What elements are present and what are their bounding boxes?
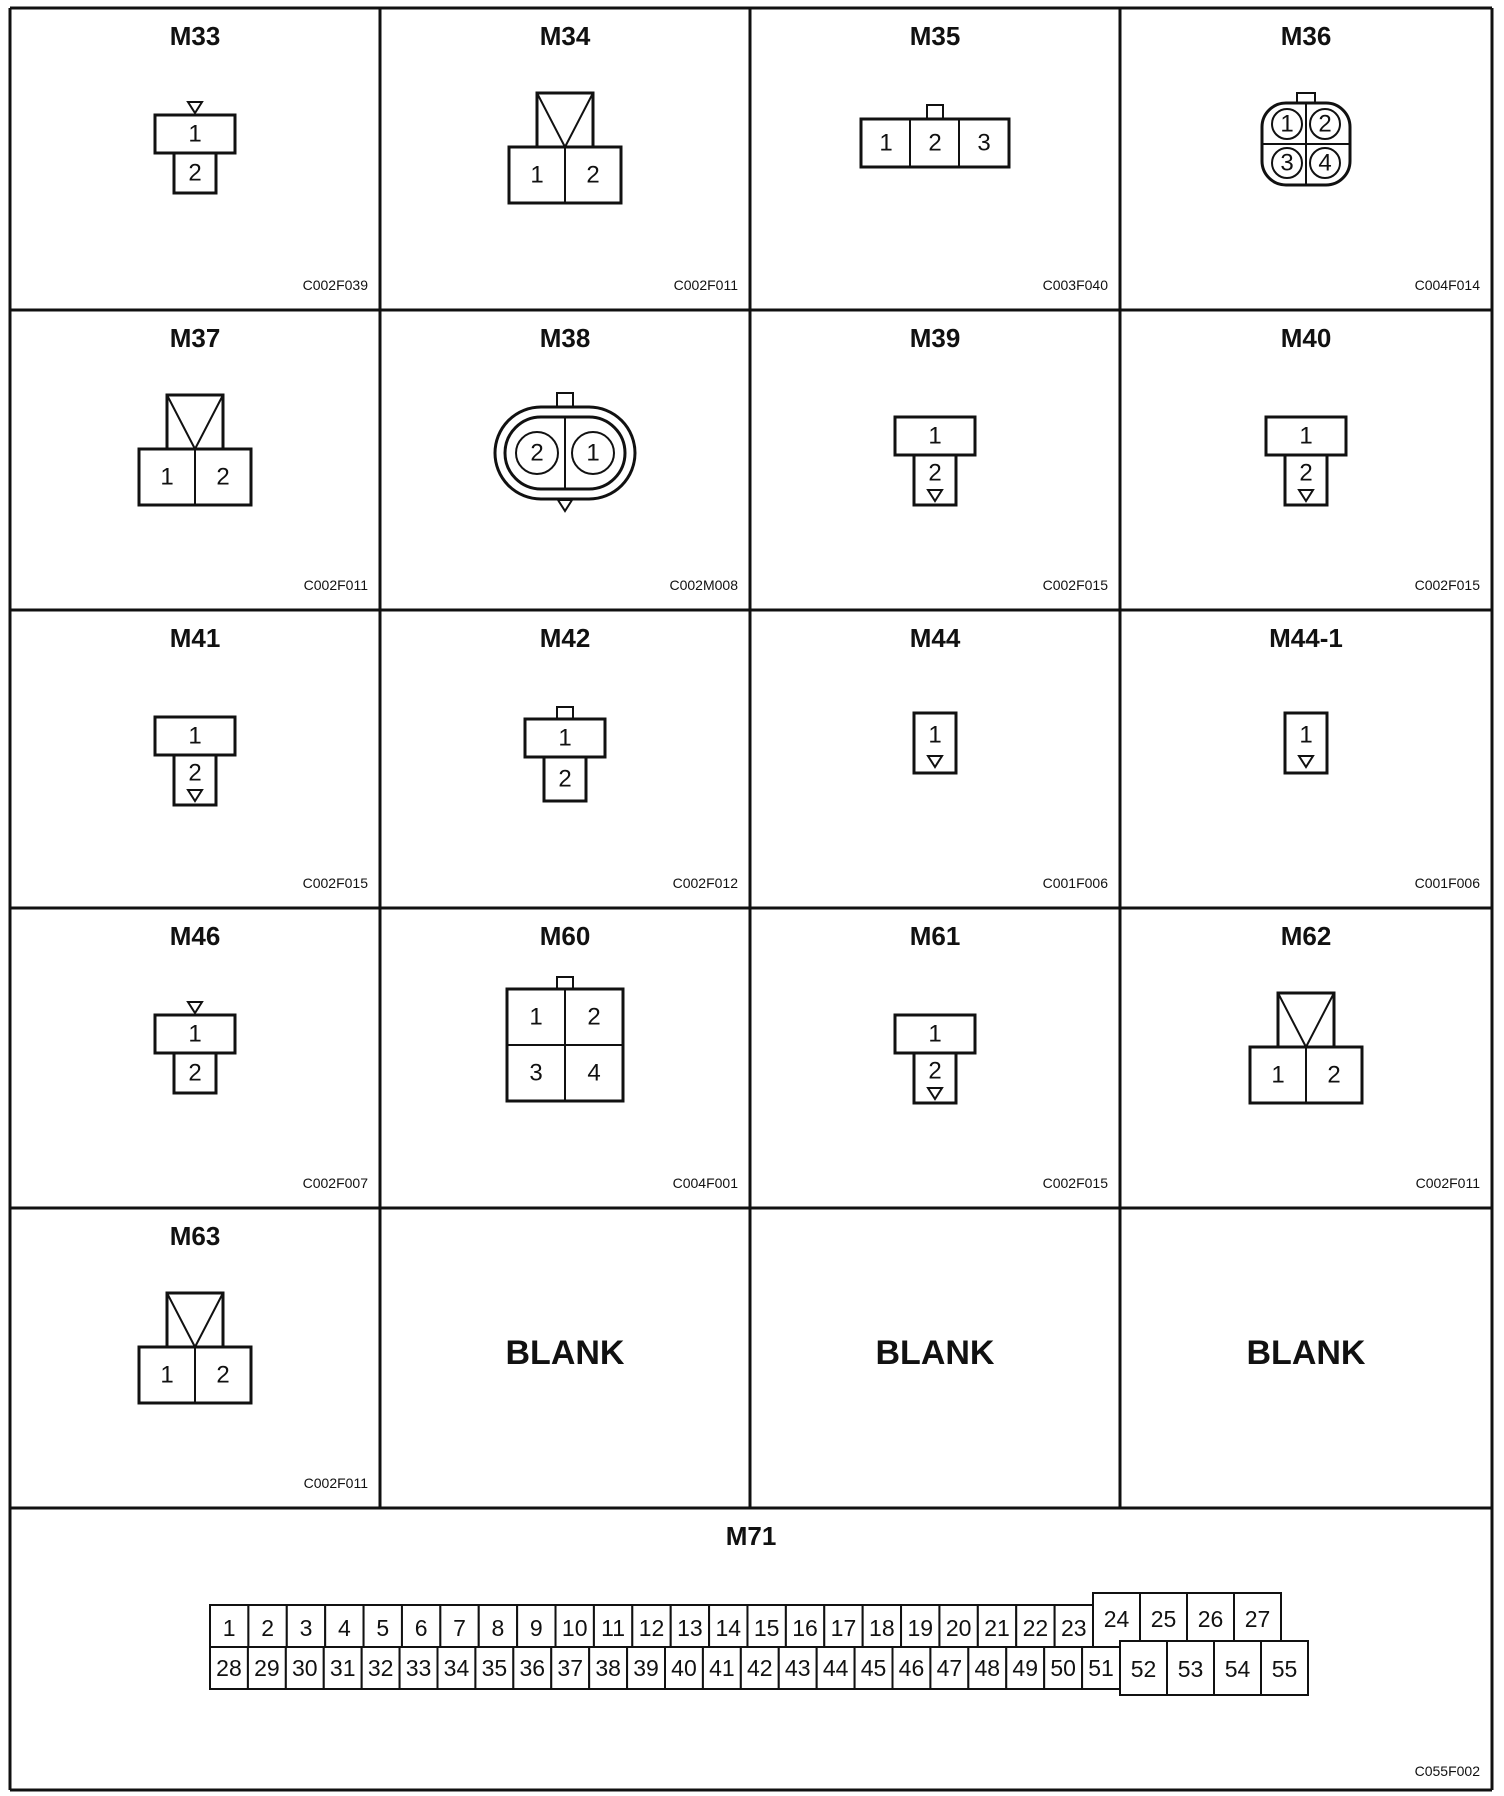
connector-cell <box>525 623 738 891</box>
pin-number: 21 <box>984 1615 1010 1641</box>
pin-number: 2 <box>928 129 942 157</box>
connector-code: C002F015 <box>302 875 368 891</box>
connector-id: M40 <box>1280 323 1332 353</box>
connector-diagram <box>155 717 235 805</box>
connector-diagram <box>139 395 251 505</box>
connector-id: M42 <box>539 623 591 653</box>
connector-cell <box>139 323 368 593</box>
lock-tab <box>927 105 943 119</box>
connector-code: C002F011 <box>303 1475 368 1491</box>
connector-diagram <box>914 713 956 773</box>
connector-code: C002F011 <box>303 577 368 593</box>
connector-code: C002F015 <box>1042 1175 1108 1191</box>
pin-number: 5 <box>376 1615 390 1641</box>
pin-number: 1 <box>160 463 174 491</box>
lock-indicator-icon <box>188 1002 202 1013</box>
pin-number: 40 <box>671 1655 697 1681</box>
connector-code: C004F014 <box>1414 277 1480 293</box>
connector-cell <box>876 1334 995 1372</box>
pin-number: 36 <box>519 1655 546 1681</box>
pin-number: 16 <box>792 1615 818 1641</box>
pin-number: 29 <box>254 1655 280 1681</box>
pin-number: 1 <box>530 161 544 189</box>
pin-number: 2 <box>586 161 600 189</box>
connector-code: C004F001 <box>672 1175 738 1191</box>
pin-number: 53 <box>1177 1656 1204 1682</box>
connector-cell <box>895 323 1108 593</box>
connector-diagram <box>507 977 623 1101</box>
connector-id: M44 <box>909 623 961 653</box>
blank-label: BLANK <box>505 1334 625 1372</box>
connector-id: M38 <box>539 323 591 353</box>
pin-number: 45 <box>860 1655 887 1681</box>
connector-diagram <box>1250 993 1362 1103</box>
connector-m71 <box>210 1521 1480 1779</box>
connector-code: C001F006 <box>1414 875 1480 891</box>
pin-number: 1 <box>188 722 202 750</box>
pin-number: 20 <box>945 1615 972 1641</box>
connector-diagram <box>1262 93 1350 185</box>
pin-number: 15 <box>753 1615 780 1641</box>
pin-number: 2 <box>261 1615 274 1641</box>
pin-number: 9 <box>529 1615 543 1641</box>
connector-id: M60 <box>539 921 591 951</box>
connector-id: M44-1 <box>1269 623 1343 653</box>
connector-code: C002F015 <box>1414 577 1480 593</box>
connector-id: M33 <box>169 21 221 51</box>
pin-number: 37 <box>557 1655 584 1681</box>
connector-id: M37 <box>169 323 221 353</box>
pin-number: 13 <box>677 1615 703 1641</box>
pin-number: 6 <box>414 1615 428 1641</box>
pin-number: 2 <box>530 439 544 467</box>
connector-cell <box>1269 623 1480 891</box>
connector-cell <box>495 323 738 593</box>
connector-diagram <box>1285 713 1327 773</box>
pin-number: 2 <box>1318 110 1332 138</box>
connector-diagram <box>506 1334 625 1372</box>
pin-number: 19 <box>907 1615 934 1641</box>
connector-code: C002M008 <box>669 577 738 593</box>
pin-number: 30 <box>291 1655 318 1681</box>
pin-number: 2 <box>1299 459 1313 487</box>
pin-number: 11 <box>601 1615 626 1641</box>
pin-number: 18 <box>869 1615 895 1641</box>
lock-indicator-icon <box>558 500 572 511</box>
connector-code: C002F011 <box>1415 1175 1480 1191</box>
connector-id: M63 <box>169 1221 221 1251</box>
connector-cell <box>155 21 368 293</box>
pin-number: 3 <box>299 1615 313 1641</box>
connector-cell <box>155 921 368 1191</box>
pin-number: 38 <box>595 1655 621 1681</box>
pin-number: 48 <box>974 1655 1001 1681</box>
pin-number: 1 <box>1299 422 1313 450</box>
connector-id: M61 <box>909 921 961 951</box>
connector-diagram <box>525 707 605 801</box>
pin-number: 33 <box>405 1655 432 1681</box>
pin-number: 52 <box>1130 1656 1157 1682</box>
pin-number: 2 <box>587 1003 601 1031</box>
pin-number: 54 <box>1224 1656 1251 1682</box>
pin-number: 2 <box>928 1057 942 1085</box>
connector-diagram <box>509 93 621 203</box>
pin-number: 34 <box>443 1655 470 1681</box>
connector-id: M62 <box>1280 921 1332 951</box>
pin-number: 2 <box>188 159 202 187</box>
pin-number: 17 <box>830 1615 857 1641</box>
pin-number: 1 <box>879 129 893 157</box>
pin-number: 35 <box>481 1655 508 1681</box>
connector-code: C002F012 <box>672 875 738 891</box>
pin-number: 2 <box>216 1361 230 1389</box>
pin-number: 2 <box>216 463 230 491</box>
connector-id: M39 <box>909 323 961 353</box>
connector-cell <box>139 1221 368 1491</box>
pin-number: 8 <box>491 1615 505 1641</box>
pin-number: 4 <box>1318 149 1332 177</box>
pin-number: 47 <box>936 1655 963 1681</box>
pin-number: 3 <box>529 1059 543 1087</box>
connector-id: M34 <box>539 21 591 51</box>
pin-number: 1 <box>188 120 202 148</box>
connector-diagram <box>895 417 975 505</box>
pin-number: 2 <box>188 759 202 787</box>
pin-number: 3 <box>1280 149 1294 177</box>
connector-cell <box>1250 921 1480 1191</box>
pin-number: 1 <box>928 721 942 749</box>
connector-id: M36 <box>1280 21 1332 51</box>
pin-number: 4 <box>587 1059 601 1087</box>
blank-label: BLANK <box>1246 1334 1366 1372</box>
pin-number: 1 <box>928 1020 942 1048</box>
pin-number: 22 <box>1022 1615 1049 1641</box>
connector-code: C002F011 <box>673 277 738 293</box>
connector-cell <box>910 623 1108 891</box>
pin-number: 32 <box>367 1655 394 1681</box>
lock-tab <box>557 393 573 407</box>
connector-diagram <box>155 102 235 193</box>
pin-number: 1 <box>558 724 572 752</box>
connector-cell <box>155 623 368 891</box>
connector-id: M46 <box>169 921 221 951</box>
pin-number: 2 <box>188 1059 202 1087</box>
pin-number: 24 <box>1103 1606 1130 1632</box>
connector-cell <box>1247 1334 1366 1372</box>
connector-diagram <box>1247 1334 1366 1372</box>
connector-code: C003F040 <box>1042 277 1108 293</box>
pin-number: 41 <box>709 1655 735 1681</box>
pin-number: 1 <box>160 1361 174 1389</box>
lock-tab <box>557 707 573 719</box>
housing-top <box>1278 993 1334 1047</box>
pin-number: 50 <box>1050 1655 1076 1681</box>
pin-number: 1 <box>1299 721 1313 749</box>
pin-number: 28 <box>216 1655 242 1681</box>
pin-number: 12 <box>638 1615 665 1641</box>
connector-code: C002F007 <box>302 1175 368 1191</box>
pin-number: 31 <box>329 1655 356 1681</box>
pin-number: 2 <box>558 765 572 793</box>
connector-id: M41 <box>169 623 221 653</box>
pin-number: 1 <box>529 1003 543 1031</box>
connector-cell <box>895 921 1108 1191</box>
pin-number: 49 <box>1012 1655 1039 1681</box>
pin-number: 1 <box>1280 110 1294 138</box>
connector-diagram <box>139 1293 251 1403</box>
lock-indicator-icon <box>188 102 202 113</box>
connector-code: C002F015 <box>1042 577 1108 593</box>
pin-number: 26 <box>1197 1606 1224 1632</box>
connector-code: C055F002 <box>1414 1763 1480 1779</box>
connector-id: M35 <box>909 21 961 51</box>
pin-number: 25 <box>1150 1606 1177 1632</box>
pin-number: 23 <box>1061 1615 1087 1641</box>
housing-top <box>167 395 223 449</box>
connector-diagram <box>155 1002 235 1093</box>
connector-diagram <box>895 1015 975 1103</box>
pin-number: 2 <box>928 459 942 487</box>
lock-tab <box>557 977 573 989</box>
pin-number: 1 <box>222 1615 236 1641</box>
pin-number: 14 <box>715 1615 742 1641</box>
pin-number: 7 <box>453 1615 466 1641</box>
pin-number: 1 <box>928 422 942 450</box>
connector-cells <box>139 21 1480 1491</box>
connector-diagram <box>1266 417 1346 505</box>
blank-label: BLANK <box>875 1334 995 1372</box>
connector-code: C002F039 <box>302 277 368 293</box>
connector-cell <box>507 921 738 1191</box>
connector-id: M71 <box>725 1521 777 1551</box>
connector-diagram <box>495 393 635 511</box>
pin-number: 46 <box>898 1655 925 1681</box>
pin-number: 1 <box>1271 1061 1285 1089</box>
pin-number: 1 <box>188 1020 202 1048</box>
connector-cell <box>1262 21 1480 293</box>
housing-top <box>167 1293 223 1347</box>
pin-number: 39 <box>633 1655 659 1681</box>
pin-number: 2 <box>1327 1061 1341 1089</box>
connector-diagram <box>876 1334 995 1372</box>
pin-number: 1 <box>586 439 600 467</box>
connector-cell <box>506 1334 625 1372</box>
connector-cell <box>1266 323 1480 593</box>
pin-number: 55 <box>1271 1656 1298 1682</box>
pin-number: 10 <box>561 1615 588 1641</box>
pin-number: 4 <box>337 1615 351 1641</box>
connector-code: C001F006 <box>1042 875 1108 891</box>
pin-number: 43 <box>784 1655 811 1681</box>
pin-number: 3 <box>977 129 991 157</box>
connector-cell <box>861 21 1108 293</box>
pin-number: 44 <box>822 1655 849 1681</box>
pin-number: 27 <box>1244 1606 1271 1632</box>
pin-number: 51 <box>1088 1655 1114 1681</box>
connector-diagram <box>861 105 1009 167</box>
pin-number: 42 <box>746 1655 773 1681</box>
connector-cell <box>509 21 738 293</box>
housing-top <box>537 93 593 147</box>
